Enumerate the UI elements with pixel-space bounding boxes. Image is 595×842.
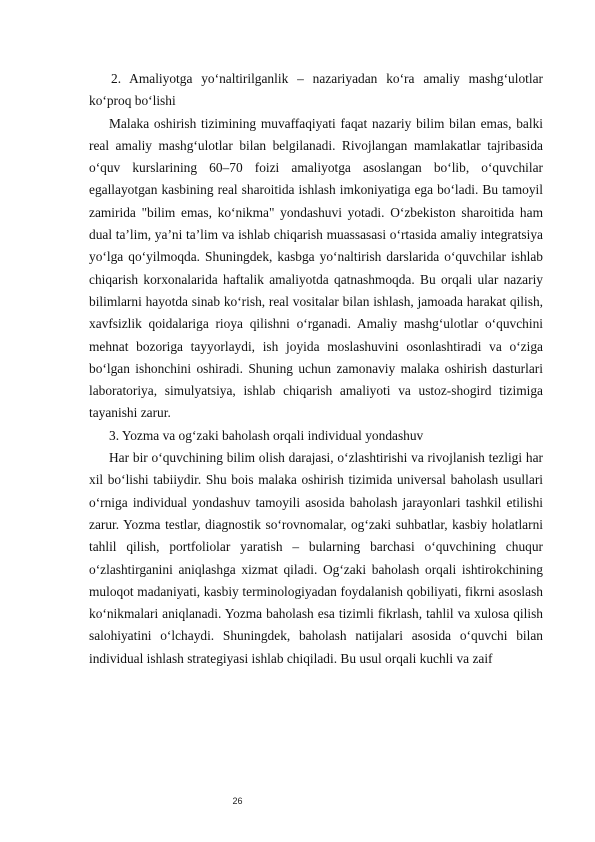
section-2-paragraph: Malaka oshirish tizimining muvaffaqiyati faqat nazariy bilim bilan emas, balki real amaliy mashg‘ulotlar bilan belgilanadi. Rivojlangan mamlakatlar tajribasida o‘quv kurslarining 60–70 foizi amaliyotga asoslangan bo‘lib, o‘quvchilar egallayotgan kasbining real sharoitida ishlash imkoniyatiga ega bo‘ladi. Bu tamoyil zamirida "bilim emas, ko‘nikma" yondashuvi yotadi. O‘zbekiston sharoitida ham dual ta’lim, ya’ni ta’lim va ishlab chiqarish muassasasi o‘rtasida amaliy integratsiya yo‘lga qo‘yilmoqda. Shuningdek, kasbga yo‘naltirish darslarida o‘quvchilar ishlab chiqarish korxonalarida haftalik amaliyotda qatnashmoqda. Bu orqali ular nazariy bilimlarni hayotda sinab ko‘rish, real vositalar bilan ishlash, jamoada harakat qilish, xavfsizlik qoidalariga rioya qilishni o‘rganadi. Amaliy mashg‘ulotlar o‘quvchini mehnat bozoriga tayyorlaydi, ish joyida moslashuvini osonlashtiradi va o‘ziga bo‘lgan ishonchini oshiradi. Shuning uchun zamonaviy malaka oshirish dasturlari laboratoriya, simulyatsiya, ishlab chiqarish amaliyoti va ustoz-shogird tizimiga tayanishi zarur. [89,115,543,421]
section-3-paragraph: Har bir o‘quvchining bilim olish darajasi, o‘zlashtirishi va rivojlanish tezligi har xil bo‘lishi tabiiydir. Shu bois malaka oshirish tizimida universal baholash usullari o‘rniga individual yondashuv tamoyili asosida baholash jarayonlari tashkil etilishi zarur. Yozma testlar, diagnostik so‘rovnomalar, og‘zaki suhbatlar, kasbiy holatlarni tahlil qilish, portfoliolar yaratish – bularning barchasi o‘quvchining chuqur o‘zlashtirganini aniqlashga xizmat qiladi. Og‘zaki baholash orqali ishtirokchining muloqot madaniyati, kasbiy terminologiyadan foydalanish qobiliyati, fikrni asoslash ko‘nikmalari aniqlanadi. Yozma baholash esa tizimli fikrlash, tahlil va xulosa qilish salohiyatini o‘lchaydi. Shuningdek, baholash natijalari asosida o‘quvchi bilan individual ishlash strategiyasi ishlab chiqiladi. Bu usul orqali kuchli va zaif [89,450,543,666]
section-3-heading: 3. Yozma va og‘zaki baholash orqali individual yondashuv [109,427,424,443]
section-2-heading: 2. Amaliyotga yo‘naltirilganlik – nazariyadan ko‘ra amaliy mashg‘ulotlar ko‘proq bo‘lishi [89,71,543,109]
page-body [89,68,543,670]
page-number: 26 [232,796,243,806]
